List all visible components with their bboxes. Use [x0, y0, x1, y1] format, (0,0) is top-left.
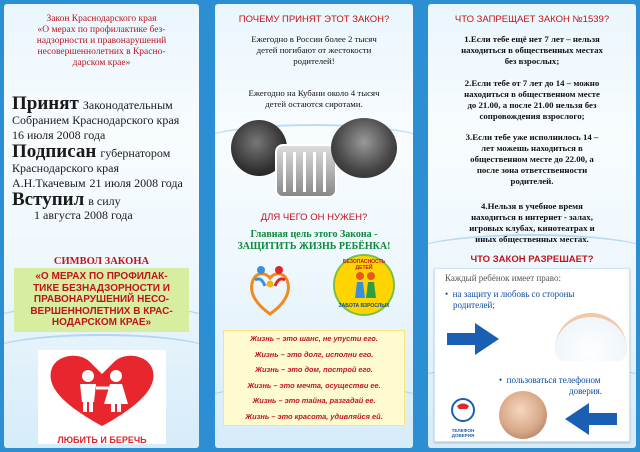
- rule-line: сопровождения взрослого;: [479, 111, 585, 121]
- rule-line: 1.Если тебе ещё нет 7 лет – нельзя: [464, 34, 600, 44]
- symbol-line: ПРАВОНАРУШЕНИЙ НЕСО-: [33, 294, 170, 305]
- fact-line: родителей!: [293, 56, 335, 66]
- rule-line: 4.Нельзя в учебное время: [481, 201, 583, 211]
- life-line: Жизнь – это шанс, не упусти его.: [250, 334, 378, 343]
- right-2: • пользоваться телефоном доверия.: [499, 375, 625, 397]
- life-line: Жизнь – это дом, построй его.: [255, 365, 373, 374]
- rule-line: без взрослых;: [504, 56, 560, 66]
- fact-1: [219, 34, 409, 67]
- rule-line: до 21.00, а после 21.00 нельзя без: [467, 100, 597, 110]
- right-1: • на защиту и любовь со стороны родителей;: [445, 289, 623, 311]
- rule-line: находиться в общественных местах: [461, 45, 603, 55]
- life-line: Жизнь – это тайна, разгадай ее.: [252, 396, 376, 405]
- family-icon: [245, 260, 295, 320]
- goal-line: ЗАЩИТИТЬ ЖИЗНЬ РЕБЁНКА!: [237, 240, 391, 252]
- fact-line: Ежегодно на Кубани около 4 тысяч: [248, 88, 380, 98]
- goal: [219, 229, 409, 252]
- heart-children-icon: [38, 350, 166, 430]
- header-line: Закон Краснодарского края: [46, 14, 157, 24]
- panel-why: [215, 4, 413, 448]
- header-line: несовершеннолетних в Красно-: [37, 47, 166, 57]
- right-line: на защиту и любовь со стороны: [452, 289, 575, 299]
- phone-icon: [443, 397, 483, 423]
- safety-logo: [333, 254, 395, 316]
- signed-date: 21 июля 2008 года: [89, 176, 183, 190]
- fact-2: [219, 88, 409, 110]
- arrow-right-icon: [445, 319, 501, 359]
- family-silhouette-icon: [349, 268, 381, 300]
- rule-line: иных общественных местах.: [475, 234, 589, 244]
- header-line: дарском крае»: [72, 58, 131, 68]
- rule-line: игровых клубах, кинотеатрах и: [469, 223, 595, 233]
- fact-line: детей погибают от жестокости: [256, 45, 372, 55]
- photo-collage: [227, 114, 401, 200]
- symbol-line: НОДАРСКОМ КРАЕ»: [51, 317, 152, 328]
- why-title: ПОЧЕМУ ПРИНЯТ ЭТОТ ЗАКОН?: [238, 14, 390, 25]
- header-line: «О мерах по профилактике без-: [37, 25, 166, 35]
- symbol-logo: [38, 350, 166, 444]
- life-quotes: [223, 330, 405, 426]
- rule-2: [432, 78, 632, 122]
- prohibits-title: ЧТО ЗАПРЕЩАЕТ ЗАКОН №1539?: [454, 14, 610, 25]
- life-line: Жизнь – это долг, исполни его.: [254, 349, 374, 359]
- need-title: ДЛЯ ЧЕГО ОН НУЖЕН?: [260, 212, 368, 223]
- rights-box: [434, 268, 630, 442]
- hotline-logo: [443, 397, 483, 438]
- rule-line: находиться в интернет - залах,: [471, 212, 593, 222]
- allows-title: ЧТО ЗАКОН РАЗРЕШАЕТ?: [470, 254, 594, 265]
- rule-line: 2.Если тебе от 7 лет до 14 – можно: [464, 78, 600, 88]
- rule-line: находиться в общественном месте: [464, 89, 600, 99]
- panel-prohibits: [428, 4, 636, 448]
- signed-text: губернатором Краснодарского края А.Н.Ткачевым: [12, 146, 171, 190]
- safety-bottom: ЗАБОТА ВЗРОСЛЫХ: [338, 303, 390, 309]
- rule-4: [432, 201, 632, 245]
- rule-line: лет можешь находиться в: [481, 143, 583, 153]
- family-logo: [245, 260, 295, 320]
- symbol-line: ТИКЕ БЕЗНАДЗОРНОСТИ И: [33, 282, 170, 294]
- accepted-text: Законодательным Собранием Краснодарского края: [12, 98, 180, 127]
- photo-children-window: [331, 118, 397, 178]
- right-line: пользоваться телефоном: [506, 375, 601, 385]
- hotline-label: ТЕЛЕФОН ДОВЕРИЯ: [451, 428, 475, 438]
- accepted-word: Принят: [12, 93, 79, 114]
- law-dates: [12, 93, 195, 222]
- rule-line: общественном месте до 22.00, а: [470, 154, 594, 164]
- effective-date: 1 августа 2008 года: [34, 208, 133, 222]
- law-header: [8, 14, 195, 69]
- photo-girl-phone: [499, 391, 547, 439]
- goal-line: Главная цель этого Закона -: [250, 229, 378, 240]
- symbol-line: «О МЕРАХ ПО ПРОФИЛАК-: [35, 271, 168, 282]
- rights-intro: Каждый ребёнок имеет право:: [445, 273, 561, 283]
- right-line: родителей;: [453, 300, 495, 310]
- photo-crib-child: [275, 144, 337, 198]
- safety-top: БЕЗОПАСНОСТЬ ДЕТЕЙ: [342, 259, 386, 271]
- right-line: доверия.: [569, 386, 602, 396]
- life-line: Жизнь – это мечта, осуществи ее.: [247, 380, 381, 390]
- rule-line: 3.Если тебе уже исполнилось 14 –: [465, 132, 599, 142]
- protecting-hands-icon: [555, 313, 627, 361]
- symbol-line: ВЕРШЕННОЛЕТНИХ В КРАС-: [30, 305, 173, 317]
- rule-1: [432, 34, 632, 67]
- rule-3: [432, 132, 632, 187]
- fact-line: детей остаются сиротами.: [265, 99, 363, 109]
- signed-word: Подписан: [12, 141, 97, 162]
- law-symbol: [4, 256, 199, 332]
- fact-line: Ежегодно в России более 2 тысяч: [251, 34, 377, 44]
- symbol-box: [14, 268, 189, 332]
- symbol-heading: СИМВОЛ ЗАКОНА: [53, 256, 150, 267]
- header-line: надзорности и правонарушений: [36, 36, 167, 46]
- logo-caption: ЛЮБИТЬ И БЕРЕЧЬ: [57, 435, 147, 445]
- accepted-date: 16 июля 2008 года: [12, 128, 106, 142]
- arrow-left-icon: [563, 399, 619, 439]
- effective-text: в силу: [88, 194, 121, 208]
- panel-law-info: [4, 4, 199, 448]
- rule-line: родителей.: [510, 176, 554, 186]
- rule-line: после зона ответственности: [476, 165, 588, 175]
- life-line: Жизнь – это красота, удивляйся ей.: [245, 411, 383, 421]
- effective-word: Вступил: [12, 189, 85, 210]
